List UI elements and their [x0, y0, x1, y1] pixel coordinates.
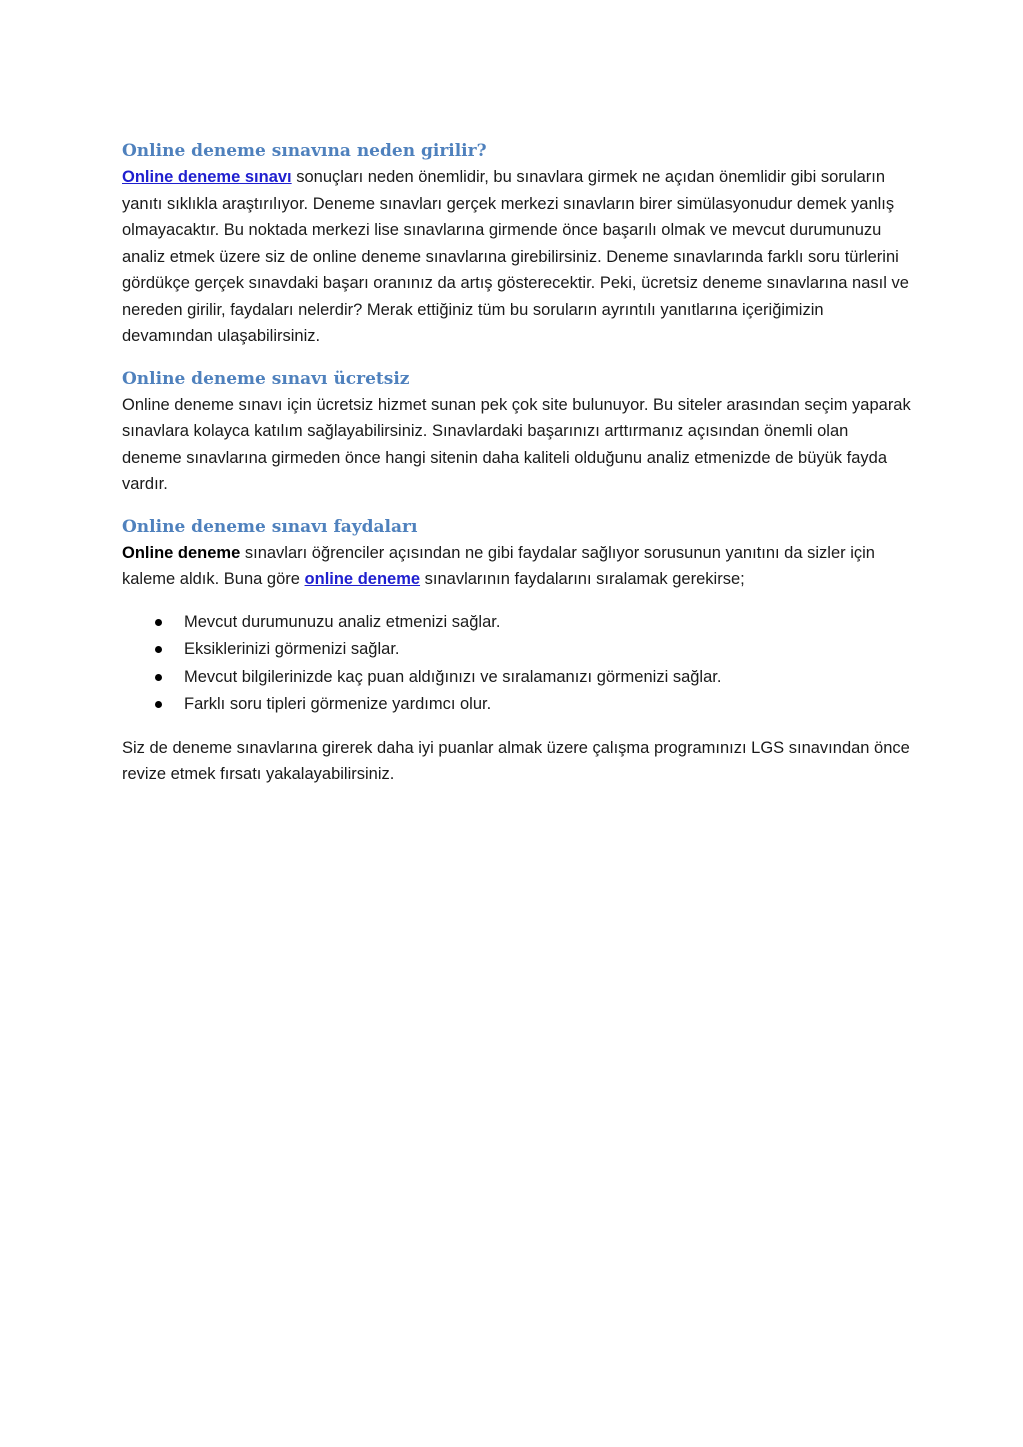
section-heading: Online deneme sınavı faydaları	[122, 516, 418, 537]
bullet-icon	[155, 674, 162, 681]
list-item-text: Farklı soru tipleri görmenize yardımcı olur.	[184, 695, 492, 713]
bullet-icon	[155, 646, 162, 653]
section-free	[122, 366, 912, 498]
section-heading: Online deneme sınavına neden girilir?	[122, 141, 487, 161]
online-deneme-link[interactable]: online deneme	[304, 570, 421, 588]
section-why	[122, 138, 912, 350]
list-item	[122, 609, 912, 637]
list-item	[122, 664, 912, 692]
bullet-icon	[155, 701, 162, 708]
section-heading: Online deneme sınavı ücretsiz	[122, 368, 410, 389]
paragraph	[122, 164, 912, 350]
list-item-text: Eksiklerinizi görmenizi sağlar.	[184, 640, 400, 658]
list-item	[122, 691, 912, 719]
list-item-text: Mevcut bilgilerinizde kaç puan aldığınızı ve sıralamanızı görmenizi sağlar.	[184, 667, 722, 686]
section-benefits	[122, 514, 912, 788]
paragraph-text: sonuçları neden önemlidir, bu sınavlara girmek ne açıdan önemlidir gibi soruların yanıtı sıklıkla araştırılıyor. Deneme sınavları gerçek merkezi sınavların birer simülasyonudur demek yanlış olmayacaktır. Bu noktada merkezi lise sınavlarına girmende önce başarılı olmak ve mevcut durumunuzu analiz etmek üzere siz de online deneme sınavlarına girebilirsiniz. Deneme sınavlarında farklı soru türlerini gördükçe gerçek sınavdaki başarı oranınız da artış gösterecektir. Peki, ücretsiz deneme sınavlarına nasıl ve nereden girilir, faydaları nelerdir? Merak ettiğiniz tüm bu soruların ayrıntılı yanıtlarına içeriğimizin devamından ulaşabilirsiniz.	[122, 168, 909, 345]
benefits-list	[122, 609, 912, 719]
closing-paragraph: Siz de deneme sınavlarına girerek daha iyi puanlar almak üzere çalışma programınızı LGS sınavından önce revize etmek fırsatı yakalayabilirsiniz.	[122, 738, 910, 783]
bold-lead: Online deneme	[122, 543, 241, 562]
paragraph-text: sınavlarının faydalarını sıralamak gerekirse;	[420, 570, 745, 588]
list-item	[122, 636, 912, 664]
document-page	[122, 138, 912, 788]
bullet-icon	[155, 619, 162, 626]
online-deneme-sinavi-link[interactable]: Online deneme sınavı	[122, 168, 292, 186]
paragraph-text: sınavları öğrenciler açısından ne gibi faydalar sağlıyor sorusunun yanıtını da sizler için kaleme aldık. Buna göre	[122, 543, 875, 588]
paragraph-text: Online deneme sınavı için ücretsiz hizmet sunan pek çok site bulunuyor. Bu siteler arasından seçim yaparak sınavlara kolayca katılım sağlayabilirsiniz. Sınavlardaki başarınızı arttırmanız açısından önemli olan deneme sınavlarına girmeden önce hangi sitenin daha kaliteli olduğunu analiz etmenizde de büyük fayda vardır.	[122, 395, 911, 493]
paragraph	[122, 540, 912, 593]
list-item-text: Mevcut durumunuzu analiz etmenizi sağlar.	[184, 612, 501, 631]
